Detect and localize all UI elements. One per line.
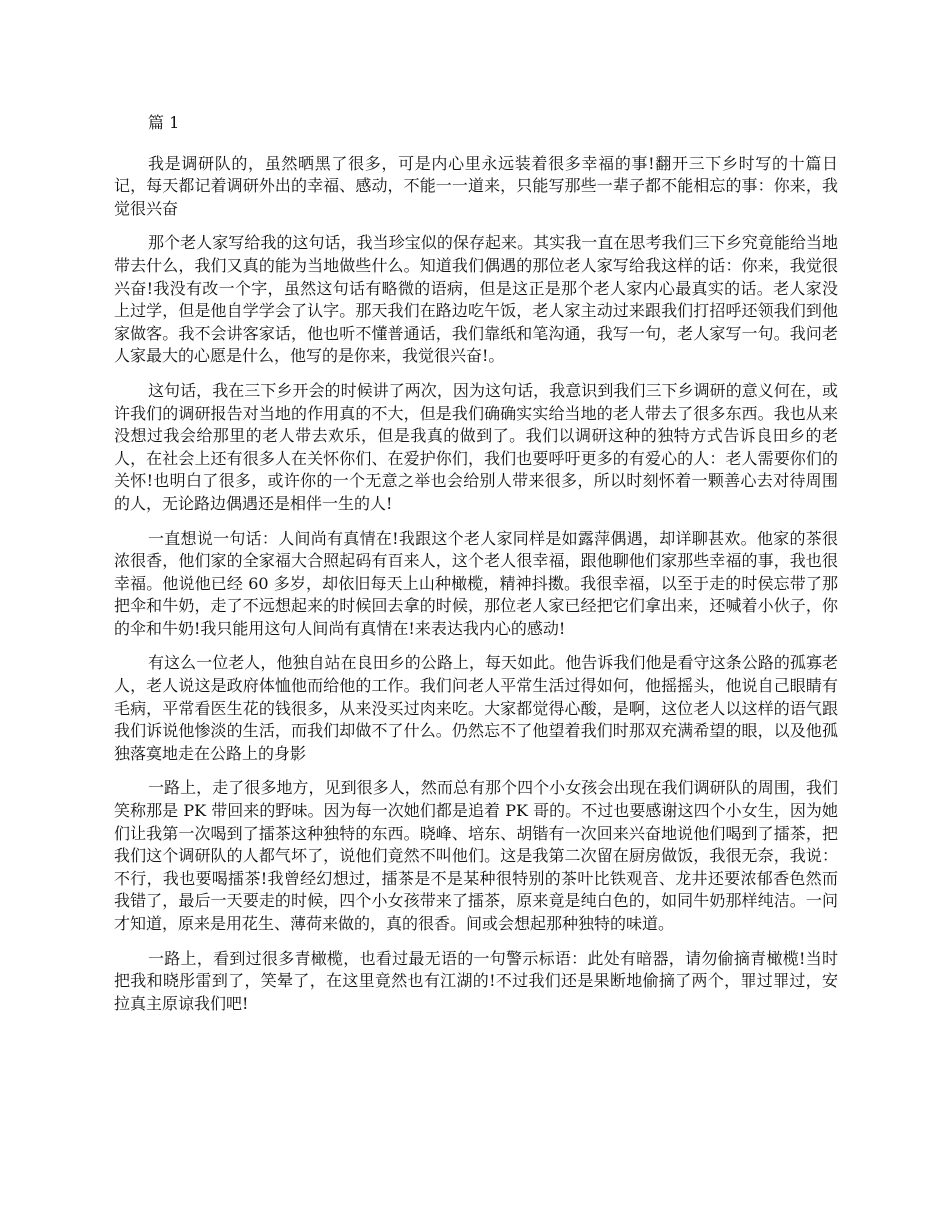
paragraph-7: 一路上，看到过很多青橄榄，也看过最无语的一句警示标语：此处有暗器，请勿偷摘青橄榄!当时把我和晓彤雷到了，笑晕了，在这里竟然也有江湖的!不过我们还是果断地偷摘了两个，罪过罪过，安拉真主原谅我们吧! — [114, 948, 838, 1013]
paragraph-1: 我是调研队的，虽然晒黑了很多，可是内心里永远装着很多幸福的事!翻开三下乡时写的十篇日记，每天都记着调研外出的幸福、感动，不能一一道来，只能写那些一辈子都不能相忘的事：你来，我觉很兴奋 — [114, 153, 838, 218]
paragraph-2: 那个老人家写给我的这句话，我当珍宝似的保存起来。其实我一直在思考我们三下乡究竟能给当地带去什么，我们又真的能为当地做些什么。知道我们偶遇的那位老人家写给我这样的话：你来，我觉很兴奋!我没有改一个字，虽然这句话有略微的语病，但是这正是那个老人家内心最真实的话。老人家没上过学，但是他自学学会了认字。那天我们在路边吃午饭，老人家主动过来跟我们打招呼还领我们到他家做客。我不会讲客家话，他也听不懂普通话，我们靠纸和笔沟通，我写一句，老人家写一句。我问老人家最大的心愿是什么，他写的是你来，我觉很兴奋!。 — [114, 233, 838, 366]
paragraph-4: 一直想说一句话：人间尚有真情在!我跟这个老人家同样是如露萍偶遇，却详聊甚欢。他家的茶很浓很香，他们家的全家福大合照起码有百来人，这个老人很幸福，跟他聊他们家那些幸福的事，我也很幸福。他说他已经 60 多岁，却依旧每天上山种橄榄，精神抖擞。我很幸福，以至于走的时侯忘带了那把伞和牛奶，走了不远想起来的时候回去拿的时候，那位老人家已经把它们拿出来，还喊着小伙子，你的伞和牛奶!我只能用这句人间尚有真情在!来表达我内心的感动! — [114, 528, 838, 638]
paragraph-3: 这句话，我在三下乡开会的时候讲了两次，因为这句话，我意识到我们三下乡调研的意义何在，或许我们的调研报告对当地的作用真的不大，但是我们确确实实给当地的老人带去了很多东西。我也从来没想过我会给那里的老人带去欢乐，但是我真的做到了。我们以调研这种的独特方式告诉良田乡的老人，在社会上还有很多人在关怀你们、在爱护你们，我们也要呼吁更多的有爱心的人：老人需要你们的关怀!也明白了很多，或许你的一个无意之举也会给别人带来很多，所以时刻怀着一颗善心去对待周围的人，无论路边偶遇还是相伴一生的人! — [114, 380, 838, 513]
document-body — [114, 112, 838, 1027]
paragraph-5: 有这么一位老人，他独自站在良田乡的公路上，每天如此。他告诉我们他是看守这条公路的孤寡老人，老人说这是政府体恤他而给他的工作。我们问老人平常生活过得如何，他摇摇头，他说自己眼睛有毛病，平常看医生花的钱很多，从来没买过肉来吃。大家都觉得心酸，是啊，这位老人以这样的语气跟我们诉说他惨淡的生活，而我们却做不了什么。仍然忘不了他望着我们时那双充满希望的眼，以及他孤独落寞地走在公路上的身影 — [114, 653, 838, 763]
paragraph-6: 一路上，走了很多地方，见到很多人，然而总有那个四个小女孩会出现在我们调研队的周围，我们笑称那是 PK 带回来的野味。因为每一次她们都是追着 PK 哥的。不过也要感谢这四个小女生，因为她们让我第一次喝到了擂茶这种独特的东西。晓峰、培东、胡锴有一次回来兴奋地说他们喝到了擂茶，把我们这个调研队的人都气坏了，说他们竟然不叫他们。这是我第二次留在厨房做饭，我很无奈，我说：不行，我也要喝擂茶!我曾经幻想过，擂茶是不是某种很特别的茶叶比铁观音、龙井还要浓郁香色然而我错了，最后一天要走的时候，四个小女孩带来了擂茶，原来竟是纯白色的，如同牛奶那样纯洁。一问才知道，原来是用花生、薄荷来做的，真的很香。间或会想起那种独特的味道。 — [114, 778, 838, 933]
section-heading: 篇 1 — [148, 113, 180, 132]
